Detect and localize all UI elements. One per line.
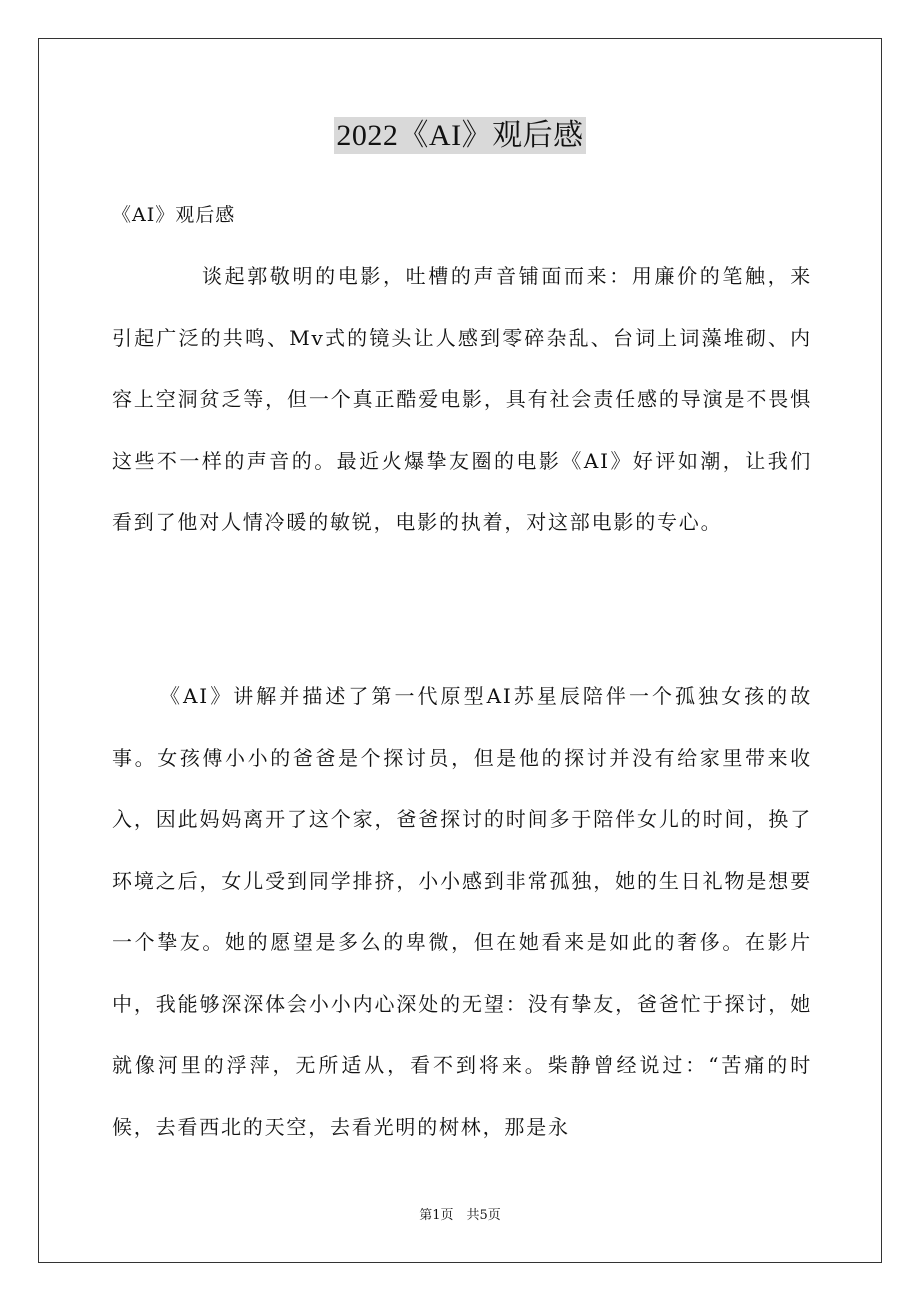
body-paragraph-1: 谈起郭敬明的电影，吐槽的声音铺面而来：用廉价的笔触，来引起广泛的共鸣、Mv式的镜头让人感到零碎杂乱、台词上词藻堆砌、内容上空洞贫乏等，但一个真正酷爱电影，具有社会责任感的导演是不畏惧这些不一样的声音的。最近火爆挚友圈的电影《AI》好评如潮，让我们看到了他对人情冷暖的敏锐，电影的执着，对这部电影的专心。 (112, 264, 812, 534)
document-subtitle: 《AI》观后感 (112, 204, 236, 226)
document-title (0, 112, 920, 160)
page-footer: 第1页 共5页 (419, 1208, 501, 1223)
document-title-text: 2022《AI》观后感 (336, 119, 584, 152)
body-paragraph-2: 《AI》讲解并描述了第一代原型AI苏星辰陪伴一个孤独女孩的故事。女孩傅小小的爸爸是个探讨员，但是他的探讨并没有给家里带来收入，因此妈妈离开了这个家，爸爸探讨的时间多于陪伴女儿的时间，换了环境之后，女儿受到同学排挤，小小感到非常孤独，她的生日礼物是想要一个挚友。她的愿望是多么的卑微，但在她看来是如此的奢侈。在影片中，我能够深深体会小小内心深处的无望：没有挚友，爸爸忙于探讨，她就像河里的浮萍，无所适从，看不到将来。柴静曾经说过：“苦痛的时候，去看西北的天空，去看光明的树林，那是永 (112, 684, 812, 1139)
